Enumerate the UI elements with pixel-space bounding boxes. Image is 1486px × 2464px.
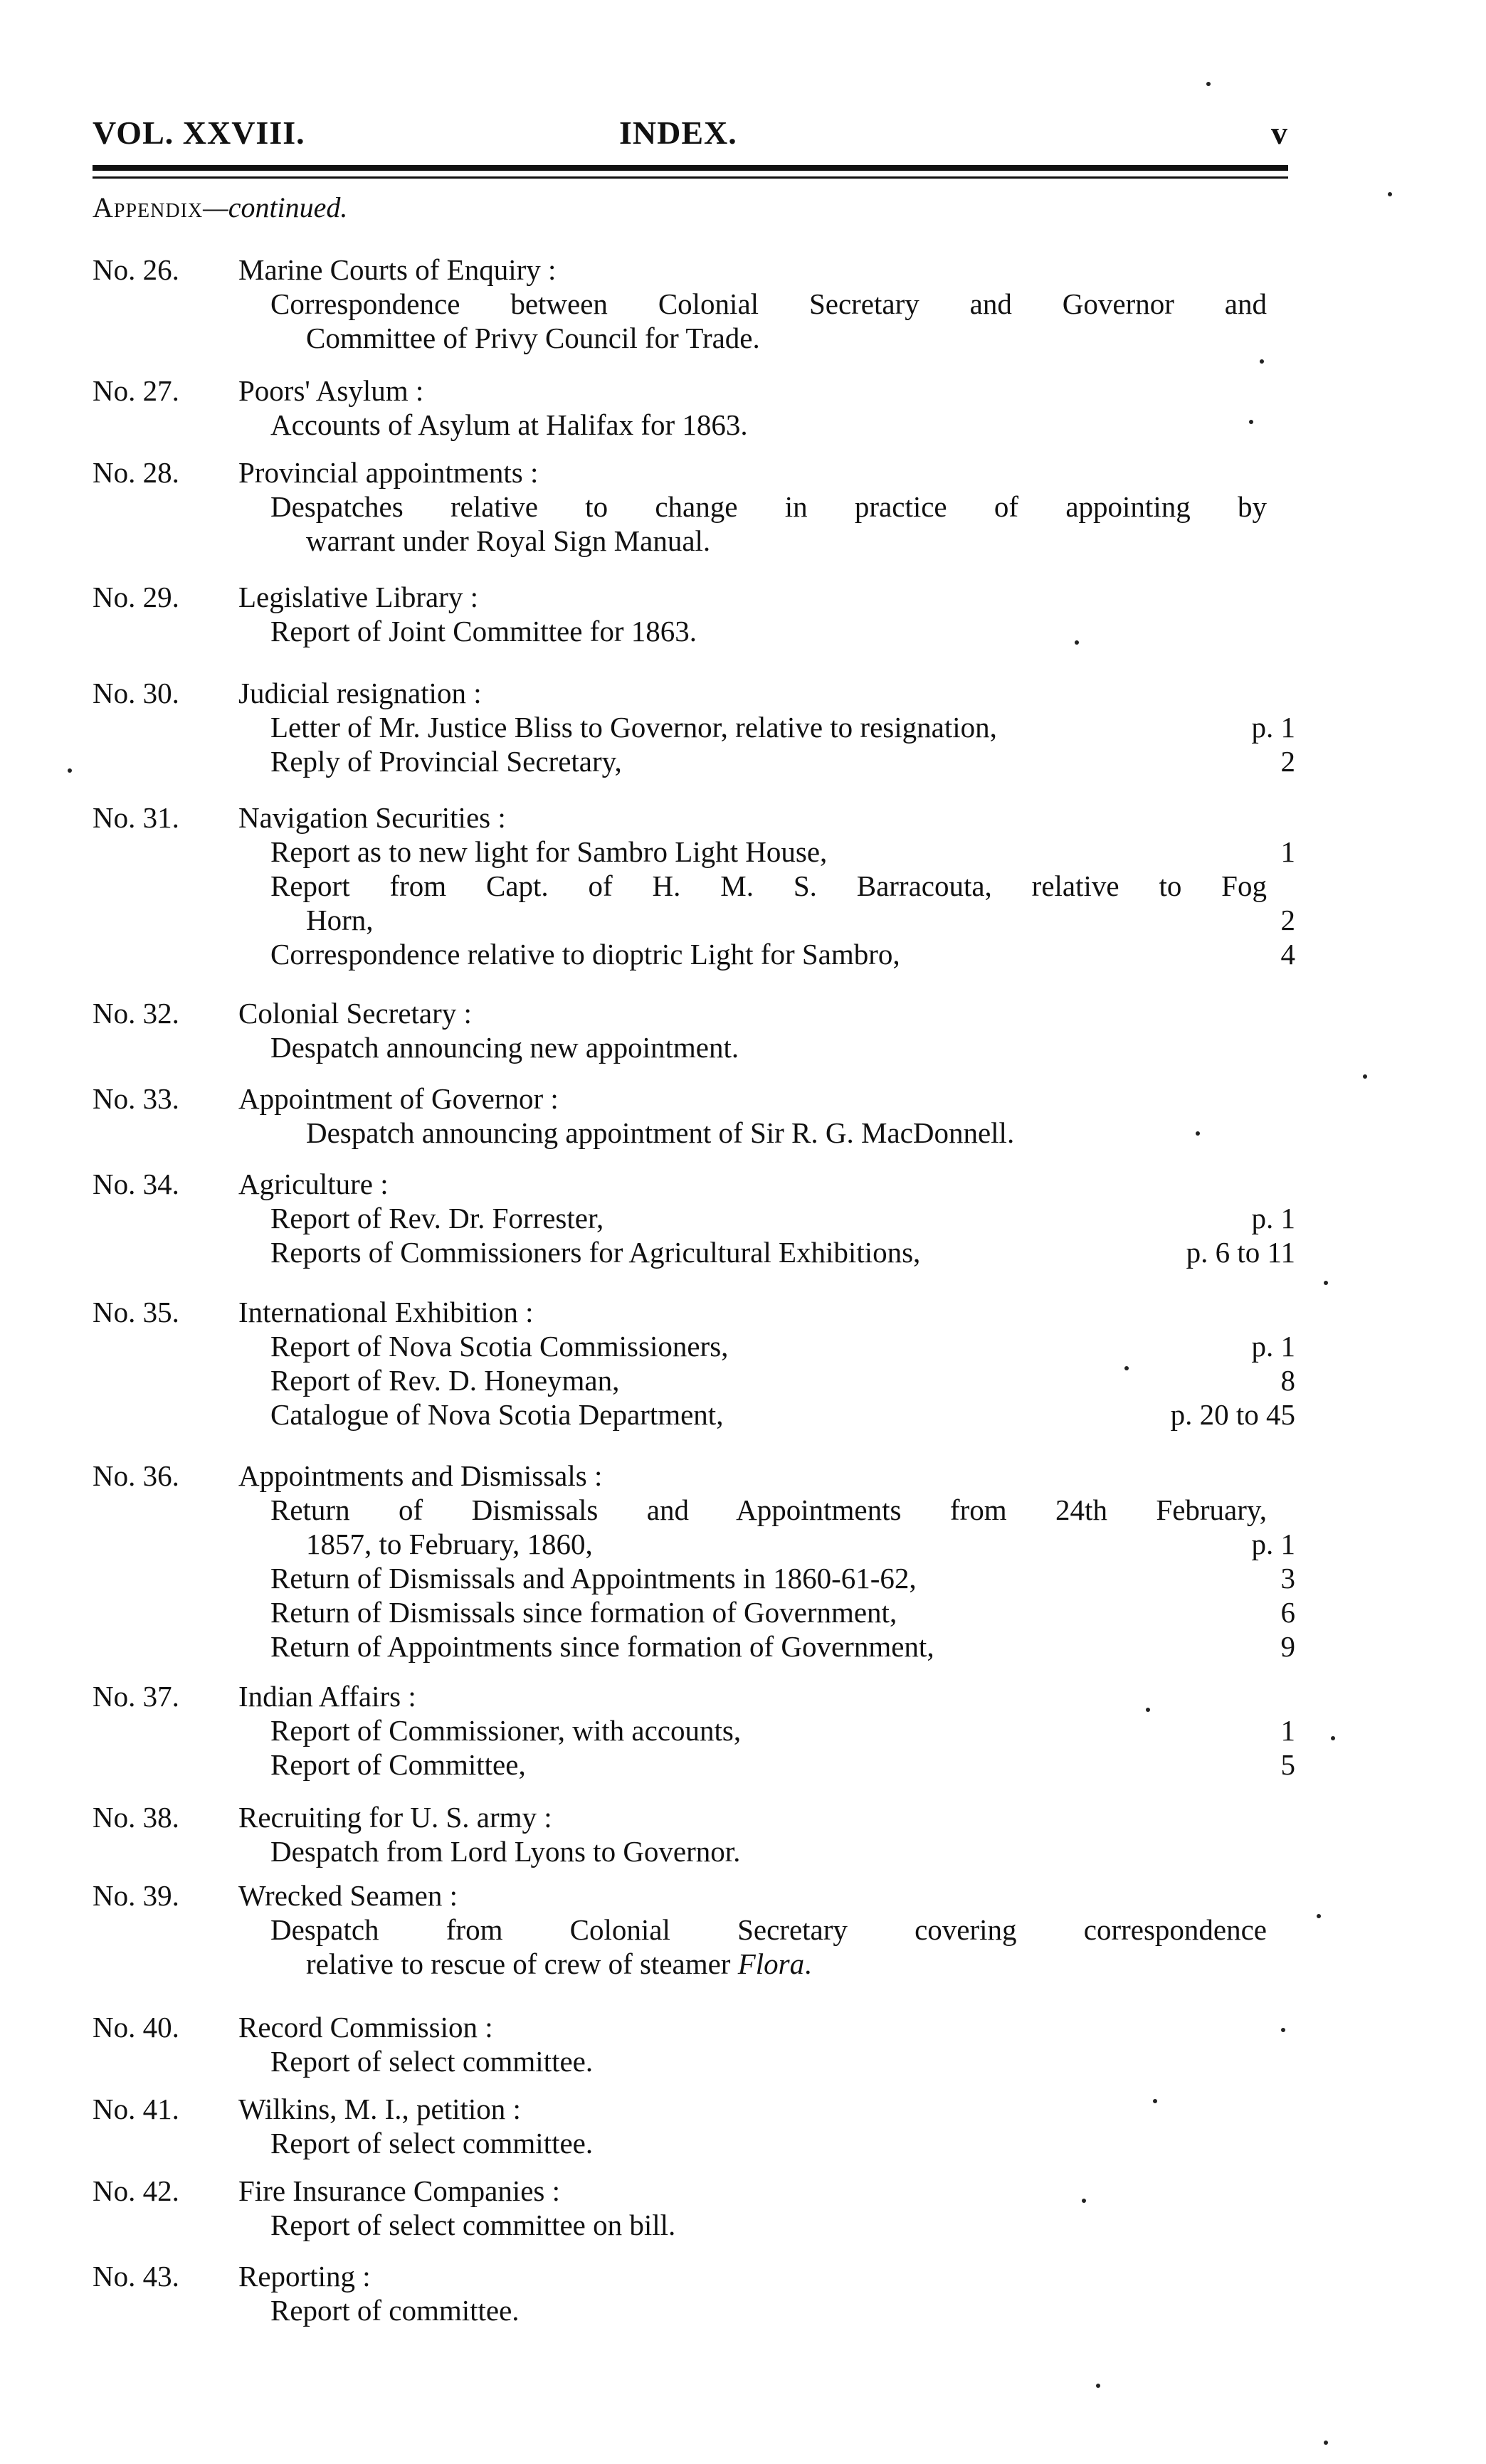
entry-line bbox=[270, 614, 1295, 648]
page-header bbox=[93, 114, 1288, 157]
appendix-word: Appendix bbox=[93, 191, 204, 223]
entry-line-text: Report from Capt. of H. M. S. Barracouta, relative to Fog bbox=[270, 869, 1267, 902]
entry-line bbox=[270, 937, 1295, 971]
page-reference: p. 6 to 11 bbox=[1186, 1236, 1295, 1269]
entry-line bbox=[270, 1030, 1295, 1064]
entry-line bbox=[270, 869, 1295, 903]
entry-title: Marine Courts of Enquiry : bbox=[238, 253, 557, 286]
entry-number: No. 35. bbox=[93, 1296, 179, 1328]
appendix-continued-label bbox=[93, 191, 347, 224]
page-reference: 4 bbox=[1280, 938, 1295, 971]
print-speck bbox=[1196, 1131, 1200, 1136]
entry-line bbox=[306, 1116, 1295, 1150]
index-entry bbox=[93, 1167, 1295, 1269]
page-reference: p. 1 bbox=[1251, 711, 1295, 744]
entry-number: No. 31. bbox=[93, 801, 179, 834]
entry-line-text: Return of Dismissals and Appointments in 1860-61-62, bbox=[270, 1562, 917, 1595]
continued-word: —continued. bbox=[203, 191, 348, 223]
entry-line-text: Report of Nova Scotia Commissioners, bbox=[270, 1330, 729, 1363]
entry-line-text: Report of committee. bbox=[270, 2294, 520, 2327]
entry-line bbox=[270, 1363, 1295, 1397]
entry-number: No. 26. bbox=[93, 253, 179, 286]
entry-line-text: Committee of Privy Council for Trade. bbox=[306, 322, 760, 354]
entry-number: No. 38. bbox=[93, 1801, 179, 1834]
index-entry bbox=[93, 1800, 1295, 1868]
entry-title: Indian Affairs : bbox=[238, 1680, 416, 1713]
page-reference: 3 bbox=[1280, 1562, 1295, 1595]
print-speck bbox=[1260, 359, 1264, 364]
entry-number: No. 34. bbox=[93, 1168, 179, 1200]
entry-line-tail: . bbox=[804, 1947, 812, 1980]
entry-line bbox=[270, 835, 1295, 869]
entry-title: Recruiting for U. S. army : bbox=[238, 1801, 552, 1834]
index-entry bbox=[93, 2092, 1295, 2160]
index-entry bbox=[93, 2259, 1295, 2327]
page-reference: 8 bbox=[1280, 1364, 1295, 1397]
entry-line-text: Reports of Commissioners for Agricultural Exhibitions, bbox=[270, 1236, 921, 1269]
entry-line bbox=[270, 710, 1295, 744]
index-entry bbox=[93, 996, 1295, 1064]
entry-number: No. 42. bbox=[93, 2174, 179, 2207]
print-speck bbox=[1206, 82, 1211, 86]
volume-label: VOL. XXVIII. bbox=[93, 115, 305, 151]
entry-line-text: Report as to new light for Sambro Light House, bbox=[270, 835, 828, 868]
print-speck bbox=[1363, 1074, 1367, 1079]
entry-title: Record Commission : bbox=[238, 2011, 493, 2043]
index-entry bbox=[93, 1878, 1295, 1981]
entry-line-text: Report of Rev. D. Honeyman, bbox=[270, 1364, 620, 1397]
entry-number: No. 43. bbox=[93, 2260, 179, 2293]
entry-line-text: Horn, bbox=[306, 904, 374, 936]
index-entry bbox=[93, 1679, 1295, 1782]
page-reference: p. 1 bbox=[1251, 1202, 1295, 1234]
index-title: INDEX. bbox=[619, 115, 737, 151]
print-speck bbox=[1331, 1736, 1335, 1740]
entry-number: No. 33. bbox=[93, 1082, 179, 1115]
entry-line-text: Return of Dismissals since formation of Government, bbox=[270, 1596, 897, 1629]
entry-title: Fire Insurance Companies : bbox=[238, 2174, 561, 2207]
entry-number: No. 29. bbox=[93, 581, 179, 613]
entry-line bbox=[270, 2293, 1295, 2327]
entry-line-text: Despatch from Colonial Secretary covering correspondence bbox=[270, 1913, 1267, 1946]
entry-line-text: Letter of Mr. Justice Bliss to Governor, relative to resignation, bbox=[270, 711, 997, 744]
entry-line-text: Return of Dismissals and Appointments from 24th February, bbox=[270, 1493, 1267, 1526]
index-entry bbox=[93, 1295, 1295, 1432]
print-speck bbox=[1317, 1914, 1321, 1918]
entry-line bbox=[306, 524, 1295, 558]
print-speck bbox=[1153, 2099, 1157, 2103]
entry-line bbox=[270, 1397, 1295, 1432]
entry-line bbox=[270, 1561, 1295, 1595]
entry-line-text: Report of Commissioner, with accounts, bbox=[270, 1714, 742, 1747]
entry-title: Wrecked Seamen : bbox=[238, 1879, 458, 1912]
entry-line-text: Report of Joint Committee for 1863. bbox=[270, 615, 697, 647]
entry-number: No. 28. bbox=[93, 456, 179, 489]
index-entry bbox=[93, 1082, 1295, 1150]
entry-line bbox=[270, 2044, 1295, 2078]
entry-line-text: Return of Appointments since formation of Government, bbox=[270, 1630, 934, 1663]
entry-line-text: 1857, to February, 1860, bbox=[306, 1528, 593, 1560]
entry-line-text: Despatches relative to change in practice of appointing by bbox=[270, 490, 1267, 523]
page-reference: p. 1 bbox=[1251, 1330, 1295, 1363]
print-speck bbox=[1249, 420, 1253, 424]
index-entry bbox=[93, 374, 1295, 442]
entry-line-text: Despatch announcing appointment of Sir R. G. MacDonnell. bbox=[306, 1116, 1015, 1149]
entry-line bbox=[270, 744, 1295, 778]
page-reference: 1 bbox=[1280, 835, 1295, 868]
entry-line bbox=[270, 1747, 1295, 1782]
print-speck bbox=[1324, 1281, 1328, 1285]
entry-title: Judicial resignation : bbox=[238, 677, 482, 709]
entry-title: Agriculture : bbox=[238, 1168, 389, 1200]
entry-number: No. 32. bbox=[93, 997, 179, 1030]
entry-line bbox=[270, 1493, 1295, 1527]
page-reference: 6 bbox=[1280, 1596, 1295, 1629]
entry-title: Appointments and Dismissals : bbox=[238, 1459, 603, 1492]
print-speck bbox=[1281, 2028, 1285, 2032]
index-entry bbox=[93, 455, 1295, 558]
entry-line-text: warrant under Royal Sign Manual. bbox=[306, 524, 711, 557]
entry-line-text: Reply of Provincial Secretary, bbox=[270, 745, 622, 778]
index-entry bbox=[93, 800, 1295, 971]
entry-number: No. 27. bbox=[93, 374, 179, 407]
entry-line bbox=[270, 1629, 1295, 1664]
entry-line bbox=[270, 1201, 1295, 1235]
entry-title: Wilkins, M. I., petition : bbox=[238, 2093, 521, 2125]
print-speck bbox=[1124, 1366, 1129, 1370]
page-reference: p. 20 to 45 bbox=[1170, 1398, 1295, 1431]
entry-number: No. 30. bbox=[93, 677, 179, 709]
index-entry bbox=[93, 580, 1295, 648]
print-speck bbox=[1146, 1708, 1150, 1712]
index-entry bbox=[93, 253, 1295, 355]
entry-title: Poors' Asylum : bbox=[238, 374, 424, 407]
page-reference: 5 bbox=[1280, 1748, 1295, 1781]
entry-title: Appointment of Governor : bbox=[238, 1082, 559, 1115]
page-number: v bbox=[1271, 115, 1288, 151]
entry-line bbox=[306, 903, 1295, 937]
entry-line bbox=[270, 490, 1295, 524]
entry-title: International Exhibition : bbox=[238, 1296, 534, 1328]
entry-line-text: relative to rescue of crew of steamer bbox=[306, 1947, 731, 1980]
page-reference: 2 bbox=[1280, 904, 1295, 936]
entry-line-text: Accounts of Asylum at Halifax for 1863. bbox=[270, 408, 748, 441]
entry-line-text: Report of select committee. bbox=[270, 2127, 594, 2159]
entry-number: No. 39. bbox=[93, 1879, 179, 1912]
entry-title: Provincial appointments : bbox=[238, 456, 539, 489]
entry-title: Reporting : bbox=[238, 2260, 371, 2293]
entry-line bbox=[270, 1834, 1295, 1868]
header-rule-thick bbox=[93, 165, 1288, 171]
entry-line-text: Despatch from Lord Lyons to Governor. bbox=[270, 1835, 741, 1868]
entry-line-text: Despatch announcing new appointment. bbox=[270, 1031, 739, 1064]
entry-line-text: Report of select committee. bbox=[270, 2045, 594, 2078]
entry-title: Legislative Library : bbox=[238, 581, 478, 613]
page-reference: 9 bbox=[1280, 1630, 1295, 1663]
entry-line-italic: Flora bbox=[737, 1947, 805, 1980]
entry-line bbox=[306, 321, 1295, 355]
entry-line bbox=[306, 1947, 1295, 1981]
entry-line bbox=[306, 1527, 1295, 1561]
entry-line-text: Report of Committee, bbox=[270, 1748, 526, 1781]
index-entry bbox=[93, 676, 1295, 778]
header-rule-thin bbox=[93, 176, 1288, 179]
entry-line bbox=[270, 2126, 1295, 2160]
entry-line bbox=[270, 1329, 1295, 1363]
entry-number: No. 36. bbox=[93, 1459, 179, 1492]
entry-number: No. 37. bbox=[93, 1680, 179, 1713]
index-entry bbox=[93, 1459, 1295, 1664]
page-reference: p. 1 bbox=[1251, 1528, 1295, 1560]
entry-line bbox=[270, 2208, 1295, 2242]
entry-line-text: Correspondence relative to dioptric Light for Sambro, bbox=[270, 938, 900, 971]
entry-line bbox=[270, 287, 1295, 321]
entry-number: No. 40. bbox=[93, 2011, 179, 2043]
entry-title: Colonial Secretary : bbox=[238, 997, 472, 1030]
entry-line-text: Correspondence between Colonial Secretary and Governor and bbox=[270, 287, 1267, 320]
print-speck bbox=[1075, 640, 1079, 645]
print-speck bbox=[1096, 2384, 1100, 2388]
entry-line-text: Report of select committee on bill. bbox=[270, 2209, 676, 2241]
entry-line bbox=[270, 1235, 1295, 1269]
entry-title: Navigation Securities : bbox=[238, 801, 506, 834]
entry-line bbox=[270, 1713, 1295, 1747]
entry-line-text: Report of Rev. Dr. Forrester, bbox=[270, 1202, 604, 1234]
page-reference: 2 bbox=[1280, 745, 1295, 778]
index-entry bbox=[93, 2010, 1295, 2078]
print-speck bbox=[68, 768, 72, 773]
entry-number: No. 41. bbox=[93, 2093, 179, 2125]
print-speck bbox=[1324, 2441, 1328, 2445]
entry-line bbox=[270, 1913, 1295, 1947]
index-entry bbox=[93, 2174, 1295, 2242]
entry-line bbox=[270, 1595, 1295, 1629]
entry-line-text: Catalogue of Nova Scotia Department, bbox=[270, 1398, 724, 1431]
entry-line bbox=[270, 408, 1295, 442]
page-reference: 1 bbox=[1280, 1714, 1295, 1747]
print-speck bbox=[1082, 2199, 1086, 2203]
print-speck bbox=[1388, 192, 1392, 196]
